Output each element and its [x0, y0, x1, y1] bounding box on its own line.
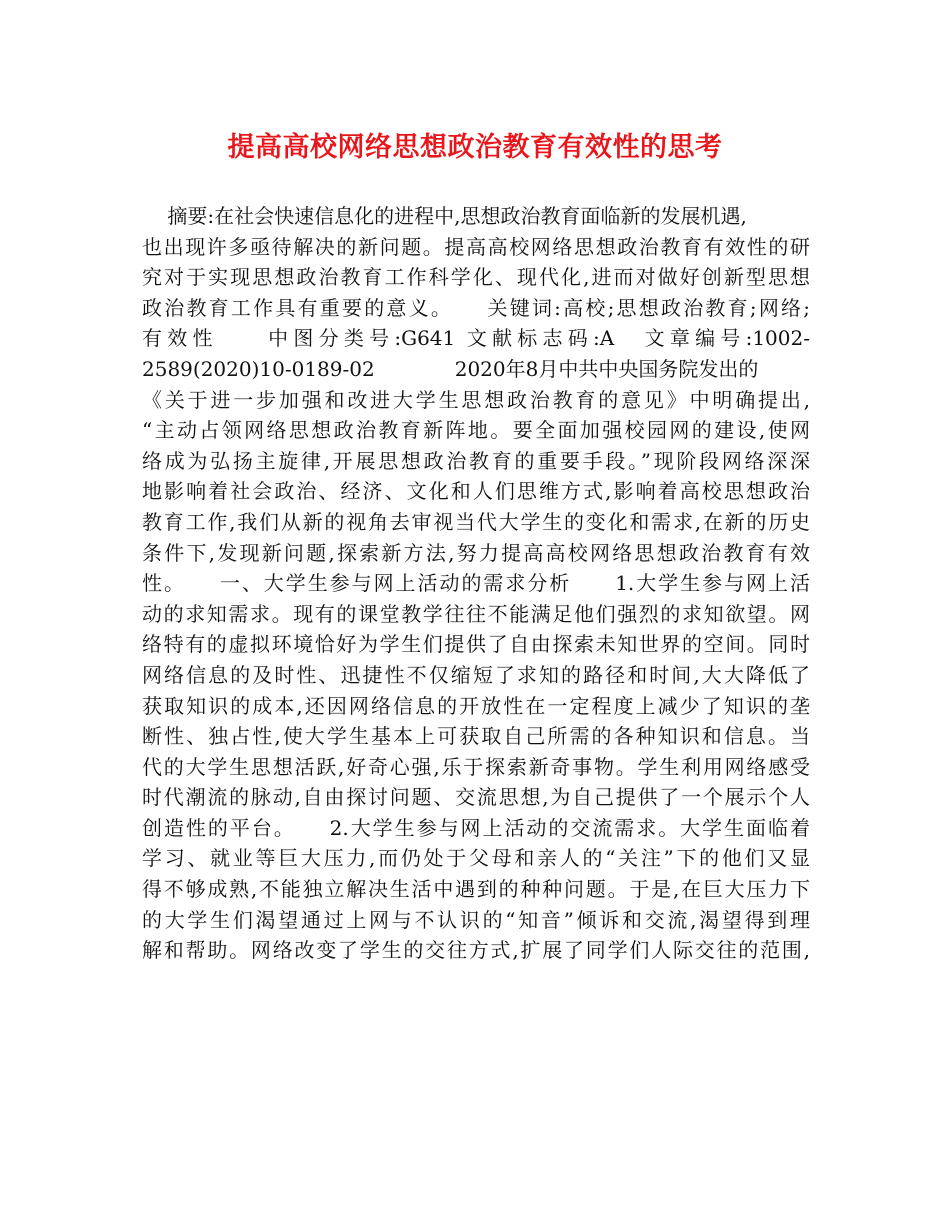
- text-line: 络成为弘扬主旋律,开展思想政治教育的重要手段。”现阶段网络深深: [142, 448, 810, 473]
- text-line: 性。 一、大学生参与网上活动的需求分析 1.大学生参与网上活: [142, 571, 810, 596]
- text-line: 《关于进一步加强和改进大学生思想政治教育的意见》中明确提出,: [142, 387, 810, 412]
- text-line: 究对于实现思想政治教育工作科学化、现代化,进而对做好创新型思想: [142, 265, 810, 290]
- text-line: 也出现许多亟待解决的新问题。提高高校网络思想政治教育有效性的研: [142, 234, 810, 259]
- text-line: 网络信息的及时性、迅捷性不仅缩短了求知的路径和时间,大大降低了: [142, 662, 810, 687]
- text-line: 络特有的虚拟环境恰好为学生们提供了自由探索未知世界的空间。同时: [142, 632, 810, 657]
- text-line: 政治教育工作具有重要的意义。 关键词:高校;思想政治教育;网络;: [142, 295, 810, 320]
- text-line: 2589(2020)10-0189-02 2020年8月中共中央国务院发出的: [142, 356, 759, 381]
- text-line: 动的求知需求。现有的课堂教学往往不能满足他们强烈的求知欲望。网: [142, 601, 810, 626]
- text-line: 断性、独占性,使大学生基本上可获取自己所需的各种知识和信息。当: [142, 724, 810, 749]
- text-line: 条件下,发现新问题,探索新方法,努力提高高校网络思想政治教育有效: [142, 540, 810, 565]
- text-line: 摘要:在社会快速信息化的进程中,思想政治教育面临新的发展机遇,: [142, 204, 747, 228]
- text-line: 获取知识的成本,还因网络信息的开放性在一定程度上减少了知识的垄: [142, 693, 810, 718]
- text-line: 得不够成熟,不能独立解决生活中遇到的种种问题。于是,在巨大压力下: [142, 877, 810, 902]
- text-line: 学习、就业等巨大压力,而仍处于父母和亲人的“关注”下的他们又显: [142, 846, 810, 871]
- page-title: 提高高校网络思想政治教育有效性的思考: [227, 132, 723, 163]
- text-line: 时代潮流的脉动,自由探讨问题、交流思想,为自己提供了一个展示个人: [142, 785, 810, 810]
- text-line: 教育工作,我们从新的视角去审视当代大学生的变化和需求,在新的历史: [142, 509, 810, 534]
- text-line: 有效性 中图分类号:G641 文献标志码:A 文章编号:1002-: [142, 326, 810, 351]
- body-text: [142, 201, 810, 966]
- text-line: 解和帮助。网络改变了学生的交往方式,扩展了同学们人际交往的范围,: [142, 938, 810, 963]
- text-line: 的大学生们渴望通过上网与不认识的“知音”倾诉和交流,渴望得到理: [142, 907, 810, 932]
- text-line: 地影响着社会政治、经济、文化和人们思维方式,影响着高校思想政治: [142, 479, 810, 504]
- text-line: 代的大学生思想活跃,好奇心强,乐于探索新奇事物。学生利用网络感受: [142, 754, 810, 779]
- text-line: 创造性的平台。 2.大学生参与网上活动的交流需求。大学生面临着: [142, 815, 810, 840]
- text-line: “主动占领网络思想政治教育新阵地。要全面加强校园网的建设,使网: [142, 418, 810, 443]
